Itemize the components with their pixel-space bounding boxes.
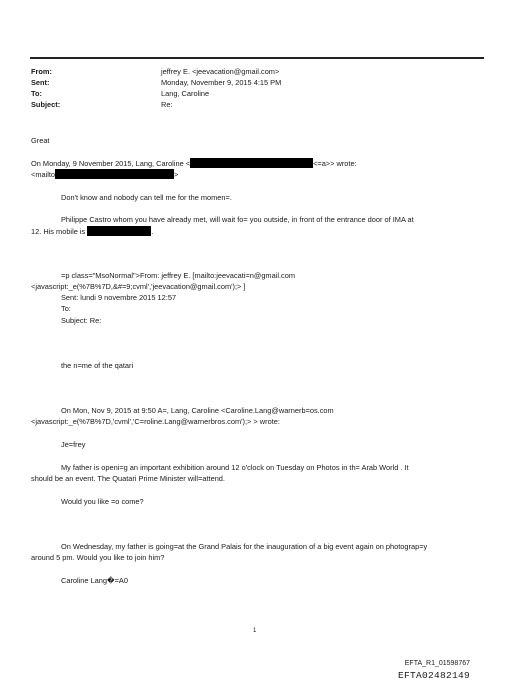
father-line-2: should be an event. The Quatari Prime Minister will=attend. xyxy=(31,474,225,483)
subject-fr-line: Subject: Re: xyxy=(61,316,102,325)
would-you-line: Would you like =o come? xyxy=(61,497,144,506)
javascript-line-1: <javascript:_e(%7B%7D,&#=9;cvml','jeevacation@gmail.com');> ] xyxy=(31,282,246,291)
greeting: Great xyxy=(31,136,50,145)
philippe-line-1: Philippe Castro whom you have already met, will wait fo= you outside, in front of the entrance door of IMA at xyxy=(61,215,414,224)
efta-r1-stamp: EFTA_R1_01598767 xyxy=(404,660,470,667)
mailto-post: > xyxy=(174,170,179,179)
mailto-line xyxy=(31,169,178,180)
on-mon-line: On Mon, Nov 9, 2015 at 9:50 A=, Lang, Caroline <Caroline.Lang@warnerb=os.com xyxy=(61,406,334,415)
javascript-line-2: <javascript:_e(%7B%7D,'cvml','C=roline.Lang@warnerbros.com');> > wrote: xyxy=(31,417,280,426)
philippe-line-2 xyxy=(31,226,153,237)
efta-id-stamp: EFTA02482149 xyxy=(397,670,470,681)
header-divider xyxy=(30,57,484,59)
quote-intro-post: <=a>> wrote: xyxy=(313,159,357,168)
quote-intro-line xyxy=(31,158,357,169)
philippe-line-2-post: . xyxy=(151,227,154,236)
p-class-line: =p class="MsoNormal">From: jeffrey E. [mailto:jeevacati=n@gmail.com xyxy=(61,271,296,280)
jefrey-line: Je=frey xyxy=(61,440,86,449)
page-number: 1 xyxy=(253,628,257,634)
wednesday-line-1: On Wednesday, my father is going=at the Grand Palais for the inauguration of a big event again on photograp=y xyxy=(61,542,428,551)
subject-value: Re: xyxy=(161,100,173,109)
sent-label: Sent: xyxy=(31,78,50,87)
redaction-bar xyxy=(190,158,313,168)
wednesday-line-2: around 5 pm. Would you like to join him? xyxy=(31,553,165,562)
father-line-1: My father is openi=g an important exhibition around 12 o'clock on Tuesday on Photos in th= Arab World . It xyxy=(61,463,409,472)
from-value: jeffrey E. <jeevacation@gmail.com> xyxy=(161,67,280,76)
name-of-qatari-line: the n=me of the qatari xyxy=(61,361,134,370)
signature-line: Caroline Lang�=A0 xyxy=(61,576,128,585)
to-label: To: xyxy=(31,89,42,98)
philippe-line-2-pre: 12. His mobile is xyxy=(31,227,86,236)
subject-label: Subject: xyxy=(31,100,61,109)
from-label: From: xyxy=(31,67,52,76)
to-value: Lang, Caroline xyxy=(161,89,210,98)
sent-value: Monday, November 9, 2015 4:15 PM xyxy=(161,78,282,87)
mailto-pre: <mailto xyxy=(31,170,56,179)
to-fr-line: To: xyxy=(61,304,71,313)
redaction-bar xyxy=(87,226,154,236)
redaction-bar xyxy=(55,169,174,179)
dont-know-line: Don't know and nobody can tell me for the momen=. xyxy=(61,193,232,202)
quote-intro-pre: On Monday, 9 November 2015, Lang, Caroline < xyxy=(31,159,191,168)
sent-fr-line: Sent: lundi 9 novembre 2015 12:57 xyxy=(61,293,177,302)
